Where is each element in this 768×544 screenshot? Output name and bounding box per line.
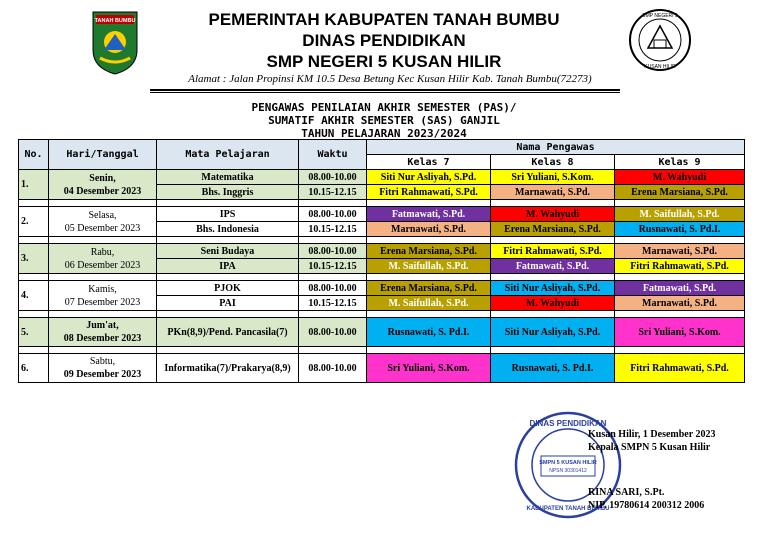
header-rule-thin (150, 92, 620, 93)
supervisor-k7: Fatmawati, S.Pd. (367, 207, 491, 222)
row-no: 4. (19, 281, 49, 311)
svg-text:SMPN 5 KUSAN HILIR: SMPN 5 KUSAN HILIR (539, 460, 597, 466)
group-spacer (19, 200, 745, 207)
group-spacer (19, 274, 745, 281)
row-time: 10.15-12.15 (299, 222, 367, 237)
schedule-body (19, 170, 745, 383)
header-line-2: DINAS PENDIDIKAN (302, 31, 466, 50)
day-name: Selasa, (88, 209, 117, 221)
supervisor-k7: Rusnawati, S. Pd.I. (367, 318, 491, 347)
row-subject: IPA (157, 259, 299, 274)
supervisor-k8: M. Wahyudi (491, 296, 615, 311)
day-name: Kamis, (88, 283, 117, 295)
supervisor-k7: Sri Yuliani, S.Kom. (367, 354, 491, 383)
school-address: Alamat : Jalan Propinsi KM 10.5 Desa Betung Kec Kusan Hilir Kab. Tanah Bumbu(72273) (188, 73, 592, 85)
signature-role: Kepala SMPN 5 Kusan Hilir (588, 442, 711, 453)
header-line-1: PEMERINTAH KABUPATEN TANAH BUMBU (208, 10, 560, 29)
day-name: Rabu, (90, 246, 115, 258)
row-subject: Bhs. Indonesia (157, 222, 299, 237)
supervisor-k9: Rusnawati, S. Pd.I. (615, 222, 745, 237)
header-kelas-8: Kelas 8 (491, 155, 615, 170)
regency-logo-icon (90, 10, 140, 76)
row-subject: Bhs. Inggris (157, 185, 299, 200)
supervisor-k8: M. Wahyudi (491, 207, 615, 222)
row-subject: IPS (157, 207, 299, 222)
svg-text:DINAS PENDIDIKAN: DINAS PENDIDIKAN (529, 419, 607, 428)
subtitle-line-3: TAHUN PELAJARAN 2023/2024 (301, 127, 467, 140)
row-time: 08.00-10.00 (299, 281, 367, 296)
row-time: 10.15-12.15 (299, 185, 367, 200)
supervisor-k9: Fatmawati, S.Pd. (615, 281, 745, 296)
header-no: No. (19, 140, 49, 170)
day-date: 06 Desember 2023 (64, 259, 141, 271)
supervisor-schedule-table (18, 139, 745, 383)
row-day (49, 170, 157, 200)
row-time: 10.15-12.15 (299, 296, 367, 311)
day-date: 09 Desember 2023 (63, 369, 142, 380)
supervisor-k9: Fitri Rahmawati, S.Pd. (615, 259, 745, 274)
row-subject: Seni Budaya (157, 244, 299, 259)
row-time: 08.00-10.00 (299, 244, 367, 259)
header-kelas-9: Kelas 9 (615, 155, 745, 170)
svg-text:TANAH BUMBU: TANAH BUMBU (94, 18, 136, 24)
header-subject: Mata Pelajaran (157, 140, 299, 170)
school-logo-icon (628, 8, 692, 72)
day-date: 08 Desember 2023 (63, 333, 142, 344)
supervisor-k7: M. Saifullah, S.Pd. (367, 296, 491, 311)
row-time: 08.00-10.00 (299, 318, 367, 347)
supervisor-k9: Fitri Rahmawati, S.Pd. (615, 354, 745, 383)
supervisor-k8: Fitri Rahmawati, S.Pd. (491, 244, 615, 259)
row-no: 5. (19, 318, 49, 347)
day-date: 05 Desember 2023 (64, 222, 141, 234)
supervisor-k9: Marnawati, S.Pd. (615, 244, 745, 259)
day-date: 04 Desember 2023 (63, 185, 142, 197)
letterhead (0, 0, 768, 90)
day-name: Jum'at, (86, 320, 119, 331)
row-subject: PKn(8,9)/Pend. Pancasila(7) (157, 318, 299, 347)
supervisor-k8: Rusnawati, S. Pd.I. (491, 354, 615, 383)
supervisor-k9: Marnawati, S.Pd. (615, 296, 745, 311)
row-day (49, 207, 157, 237)
day-name: Senin, (89, 172, 116, 184)
day-date: 07 Desember 2023 (64, 296, 141, 308)
supervisor-k7: Siti Nur Asliyah, S.Pd. (367, 170, 491, 185)
supervisor-k9: M. Wahyudi (615, 170, 745, 185)
supervisor-k7: Erena Marsiana, S.Pd. (367, 281, 491, 296)
header-line-3: SMP NEGERI 5 KUSAN HILIR (266, 52, 502, 71)
row-no: 2. (19, 207, 49, 237)
supervisor-k9: M. Saifullah, S.Pd. (615, 207, 745, 222)
group-spacer (19, 237, 745, 244)
row-no: 3. (19, 244, 49, 274)
signature-nip: NIP. 19780614 200312 2006 (588, 500, 705, 511)
supervisor-k9: Sri Yuliani, S.Kom. (615, 318, 745, 347)
supervisor-k8: Siti Nur Asliyah, S.Pd. (491, 281, 615, 296)
day-name: Sabtu, (89, 356, 116, 367)
group-spacer (19, 347, 745, 354)
row-day (49, 281, 157, 311)
row-no: 6. (19, 354, 49, 383)
group-spacer (19, 311, 745, 318)
subtitle-line-1: PENGAWAS PENILAIAN AKHIR SEMESTER (PAS)/ (251, 101, 517, 114)
row-subject: Matematika (157, 170, 299, 185)
subtitle-line-2: SUMATIF AKHIR SEMESTER (SAS) GANJIL (268, 114, 500, 127)
row-day (49, 244, 157, 274)
supervisor-k8: Fatmawati, S.Pd. (491, 259, 615, 274)
supervisor-k7: M. Saifullah, S.Pd. (367, 259, 491, 274)
header-time: Waktu (299, 140, 367, 170)
row-subject: PAI (157, 296, 299, 311)
row-day (49, 318, 157, 347)
row-time: 08.00-10.00 (299, 170, 367, 185)
row-day (49, 354, 157, 383)
supervisor-k7: Erena Marsiana, S.Pd. (367, 244, 491, 259)
supervisor-k7: Marnawati, S.Pd. (367, 222, 491, 237)
row-time: 08.00-10.00 (299, 354, 367, 383)
row-no: 1. (19, 170, 49, 200)
svg-text:KABUPATEN TANAH BUMBU: KABUPATEN TANAH BUMBU (526, 506, 610, 512)
svg-text:SMP NEGERI 5: SMP NEGERI 5 (642, 13, 678, 19)
row-subject: Informatika(7)/Prakarya(8,9) (157, 354, 299, 383)
header-kelas-7: Kelas 7 (367, 155, 491, 170)
signature-name: RINA SARI, S.Pt. (588, 487, 665, 498)
header-rule-thick (150, 89, 620, 91)
header-day: Hari/Tanggal (49, 140, 157, 170)
row-subject: PJOK (157, 281, 299, 296)
supervisor-k8: Sri Yuliani, S.Kom. (491, 170, 615, 185)
supervisor-k8: Siti Nur Asliyah, S.Pd. (491, 318, 615, 347)
row-time: 10.15-12.15 (299, 259, 367, 274)
supervisor-k7: Fitri Rahmawati, S.Pd. (367, 185, 491, 200)
svg-text:NPSN 30301412: NPSN 30301412 (549, 468, 587, 474)
header-supervisors: Nama Pengawas (367, 140, 745, 155)
svg-text:KUSAN HILIR: KUSAN HILIR (644, 64, 676, 70)
supervisor-k8: Erena Marsiana, S.Pd. (491, 222, 615, 237)
supervisor-k9: Erena Marsiana, S.Pd. (615, 185, 745, 200)
supervisor-k8: Marnawati, S.Pd. (491, 185, 615, 200)
row-time: 08.00-10.00 (299, 207, 367, 222)
signature-place-date: Kusan Hilir, 1 Desember 2023 (588, 429, 716, 440)
